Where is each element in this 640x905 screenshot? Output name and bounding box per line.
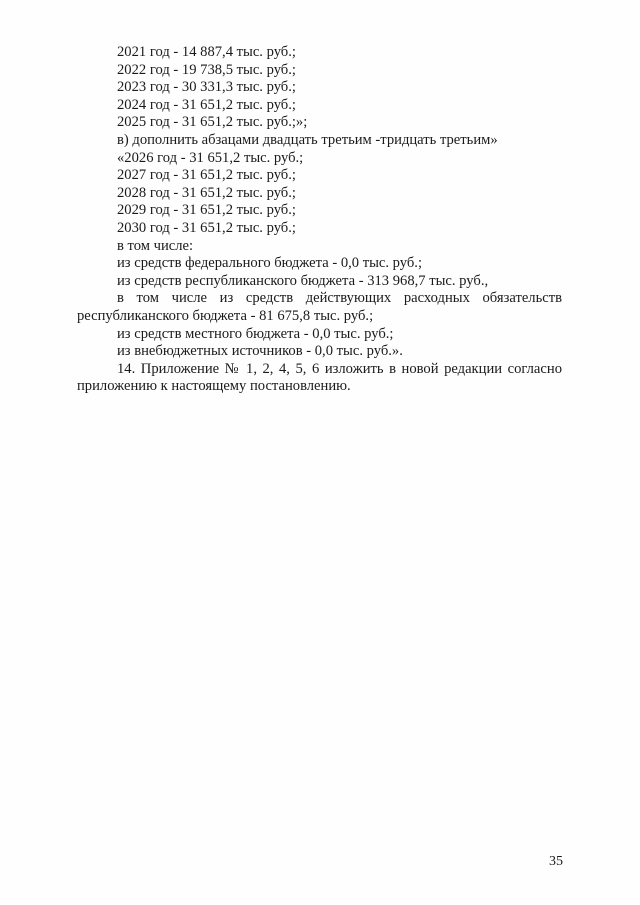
text-line: 2025 год - 31 651,2 тыс. руб.;»; — [117, 114, 308, 131]
text-line: 2024 год - 31 651,2 тыс. руб.; — [117, 96, 296, 113]
text-line: 2028 год - 31 651,2 тыс. руб.; — [117, 184, 296, 201]
text-line: из средств местного бюджета - 0,0 тыс. руб.; — [117, 325, 394, 342]
text-line: 2022 год - 19 738,5 тыс. руб.; — [117, 61, 296, 78]
text-line: из средств республиканского бюджета - 313 968,7 тыс. руб., — [117, 272, 489, 289]
text-line: в) дополнить абзацами двадцать третьим -тридцать третьим» — [117, 131, 498, 148]
paragraph-line-justified: 14. Приложение № 1, 2, 4, 5, 6 изложить в новой редакции согласно — [117, 360, 562, 377]
paragraph-line: республиканского бюджета - 81 675,8 тыс. руб.; — [77, 307, 374, 324]
paragraph-line-justified: в том числе из средств действующих расходных обязательств — [117, 290, 562, 307]
document-body — [77, 44, 562, 396]
text-line: «2026 год - 31 651,2 тыс. руб.; — [117, 149, 304, 166]
text-line: 2030 год - 31 651,2 тыс. руб.; — [117, 219, 296, 236]
text-line: из внебюджетных источников - 0,0 тыс. руб.». — [117, 343, 403, 360]
text-line: 2029 год - 31 651,2 тыс. руб.; — [117, 202, 296, 219]
text-line: 2023 год - 30 331,3 тыс. руб.; — [117, 79, 296, 96]
text-line: в том числе: — [117, 237, 194, 254]
text-line: 2027 год - 31 651,2 тыс. руб.; — [117, 167, 296, 184]
paragraph-line: приложению к настоящему постановлению. — [77, 378, 351, 395]
text-line: из средств федерального бюджета - 0,0 тыс. руб.; — [117, 255, 423, 272]
text-line: 2021 год - 14 887,4 тыс. руб.; — [117, 44, 296, 60]
page-number: 35 — [549, 854, 563, 869]
